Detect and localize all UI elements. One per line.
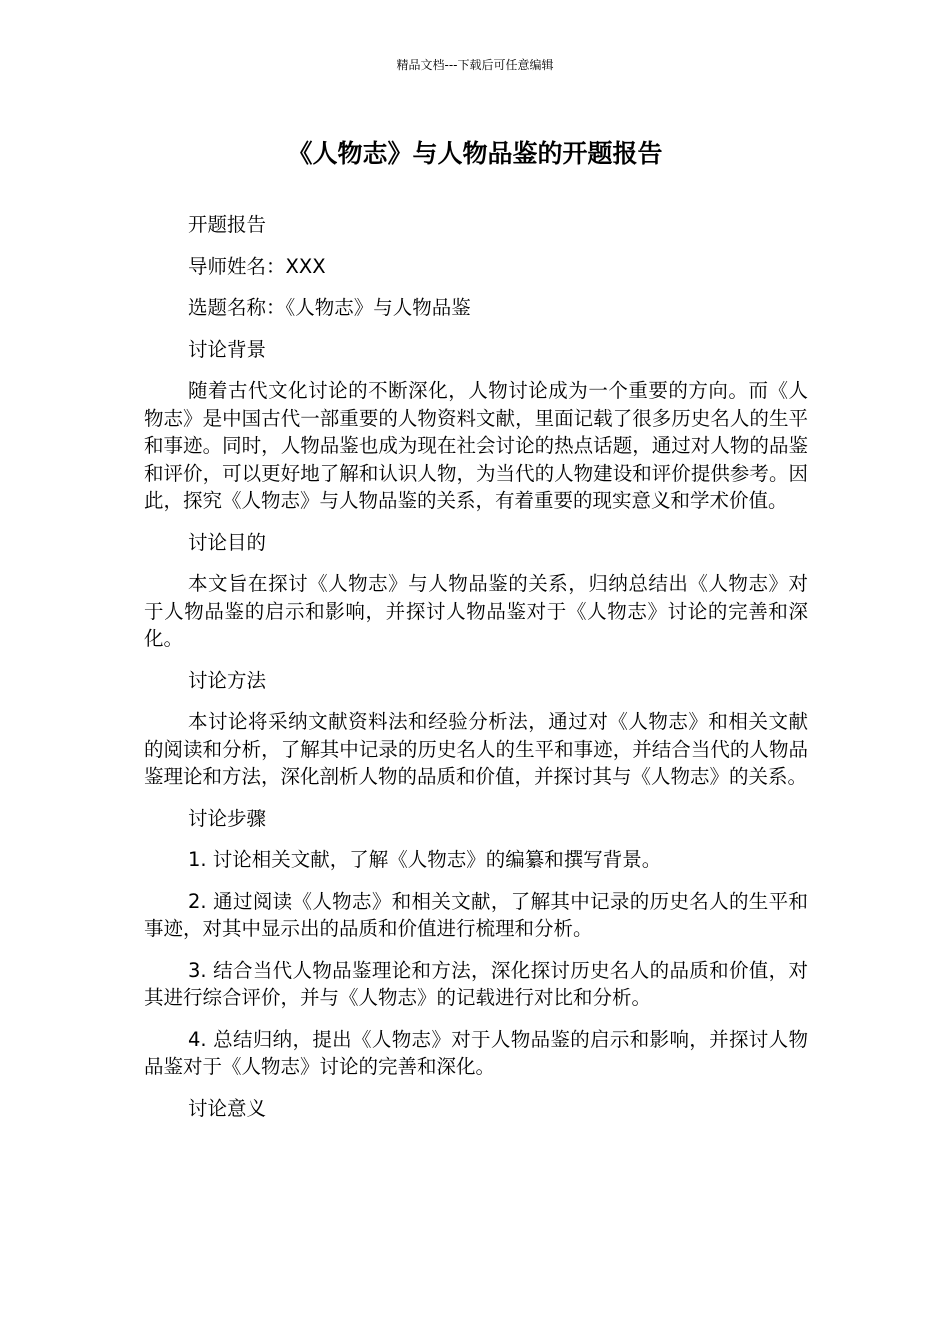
heading-significance: 讨论意义 xyxy=(188,1096,267,1120)
heading-steps: 讨论步骤 xyxy=(188,806,267,830)
heading-method: 讨论方法 xyxy=(188,668,267,692)
advisor-name: 导师姓名：XXX xyxy=(188,254,326,278)
step-1: 1. 讨论相关文献，了解《人物志》的编纂和撰写背景。 xyxy=(188,848,662,871)
paragraph-method: 本讨论将采纳文献资料法和经验分析法，通过对《人物志》和相关文献的阅读和分析，了解其中记录的历史名人的生平和事迹，并结合当代的人物品鉴理论和方法，深化剖析人物的品质和价值，并探讨其与《人物志》的关系。 xyxy=(144,710,808,788)
heading-background: 讨论背景 xyxy=(188,337,267,361)
step-3: 3. 结合当代人物品鉴理论和方法，深化探讨历史名人的品质和价值，对其进行综合评价，并与《人物志》的记载进行对比和分析。 xyxy=(144,958,808,1009)
document-title: 《人物志》与人物品鉴的开题报告 xyxy=(287,139,663,168)
heading-purpose: 讨论目的 xyxy=(188,530,267,554)
step-2: 2. 通过阅读《人物志》和相关文献，了解其中记录的历史名人的生平和事迹，对其中显示出的品质和价值进行梳理和分析。 xyxy=(144,889,808,940)
topic-name: 选题名称：《人物志》与人物品鉴 xyxy=(188,296,471,319)
header-note: 精品文档---下载后可任意编辑 xyxy=(396,58,554,72)
document-body xyxy=(144,211,808,1136)
paragraph-background: 随着古代文化讨论的不断深化，人物讨论成为一个重要的方向。而《人物志》是中国古代一部重要的人物资料文献，里面记载了很多历史名人的生平和事迹。同时，人物品鉴也成为现在社会讨论的热点话题，通过对人物的品鉴和评价，可以更好地了解和认识人物，为当代的人物建设和评价提供参考。因此，探究《人物志》与人物品鉴的关系，有着重要的现实意义和学术价值。 xyxy=(144,379,808,512)
paragraph-purpose: 本文旨在探讨《人物志》与人物品鉴的关系，归纳总结出《人物志》对于人物品鉴的启示和影响，并探讨人物品鉴对于《人物志》讨论的完善和深化。 xyxy=(144,572,808,650)
section-label-report: 开题报告 xyxy=(188,213,267,236)
step-4: 4. 总结归纳，提出《人物志》对于人物品鉴的启示和影响，并探讨人物品鉴对于《人物志》讨论的完善和深化。 xyxy=(144,1027,808,1078)
